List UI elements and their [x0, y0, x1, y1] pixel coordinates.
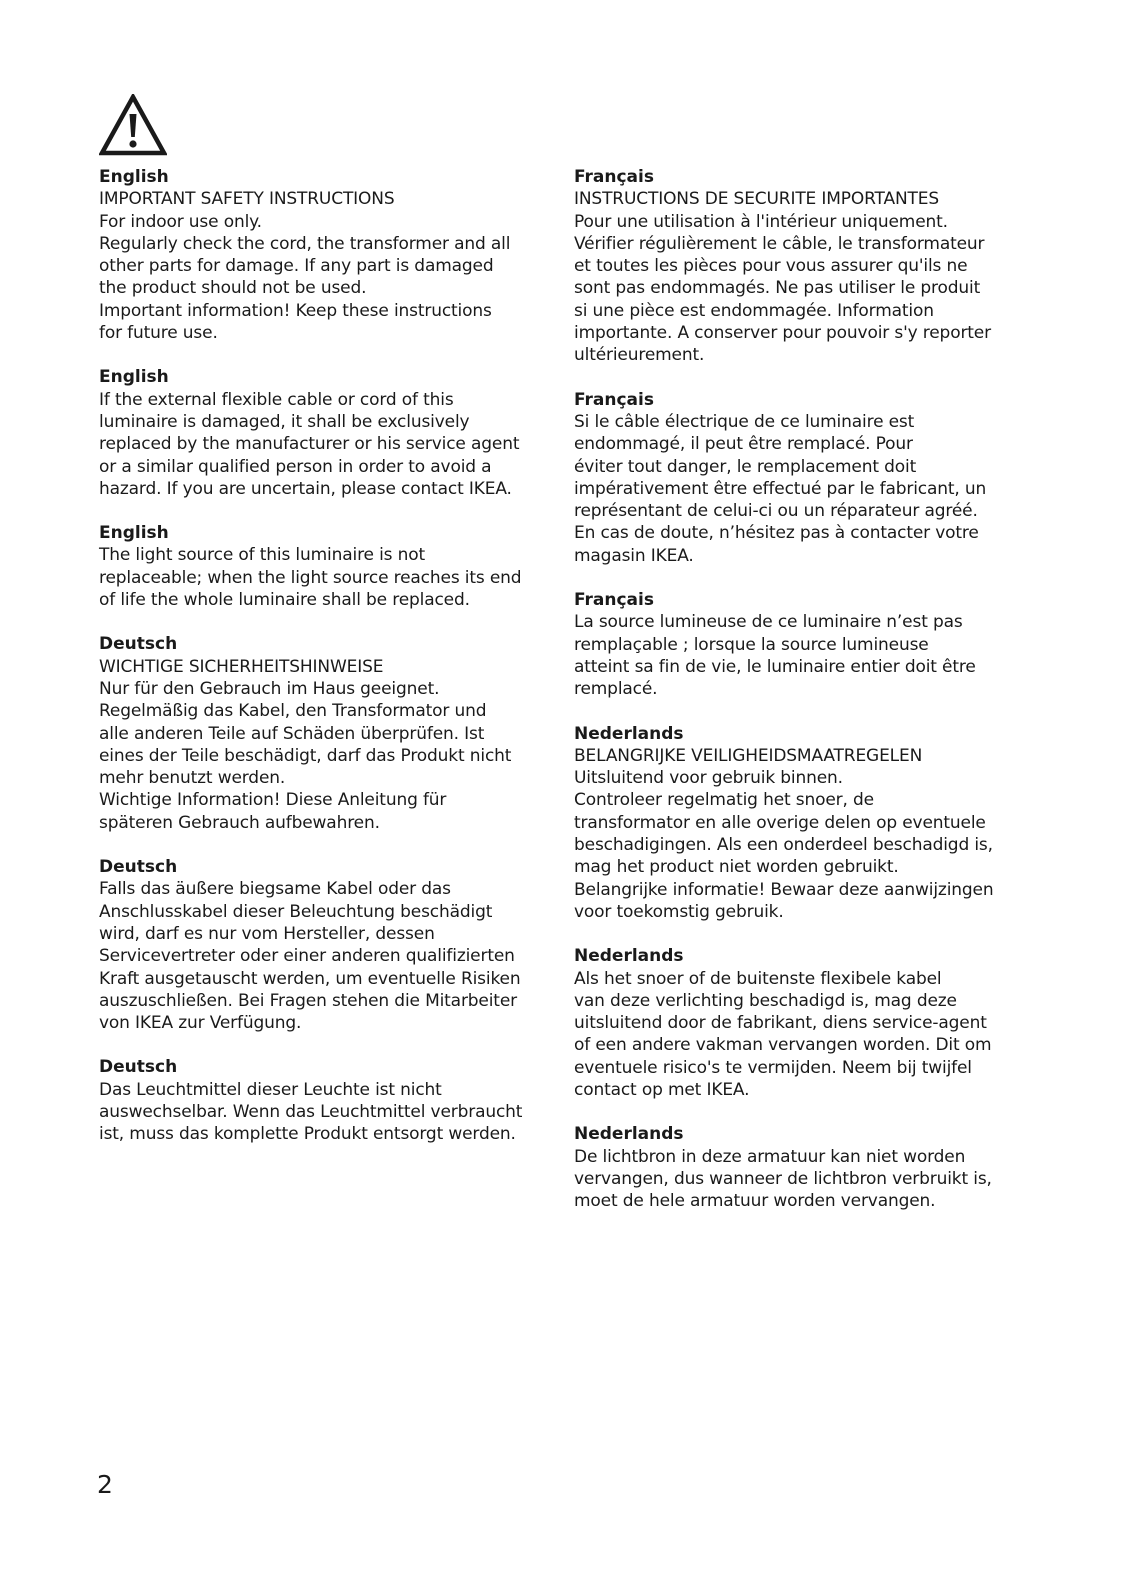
text-line: Belangrijke informatie! Bewaar deze aanwijzingen — [574, 879, 994, 900]
section-heading: English — [99, 167, 169, 187]
text-line: importante. A conserver pour pouvoir s'y reporter — [574, 323, 991, 344]
section-heading: Nederlands — [574, 946, 684, 967]
text-line: IMPORTANT SAFETY INSTRUCTIONS — [99, 189, 395, 210]
text-line: Als het snoer of de buitenste flexibele kabel — [574, 968, 942, 989]
text-line: endommagé, il peut être remplacé. Pour — [574, 434, 913, 455]
section-heading: English — [99, 367, 169, 388]
text-line: alle anderen Teile auf Schäden überprüfen. Ist — [99, 723, 485, 744]
text-line: éviter tout danger, le remplacement doit — [574, 456, 917, 477]
text-line: contact op met IKEA. — [574, 1079, 750, 1100]
text-line: Si le câble électrique de ce luminaire est — [574, 411, 915, 432]
text-line: wird, darf es nur vom Hersteller, dessen — [99, 923, 435, 944]
text-line: The light source of this luminaire is not — [99, 545, 426, 566]
text-line: For indoor use only. — [99, 211, 262, 232]
text-line: Important information! Keep these instructions — [99, 300, 492, 321]
instruction-section — [574, 945, 1024, 1101]
text-line: si une pièce est endommagée. Information — [574, 300, 934, 321]
instruction-section — [99, 522, 549, 611]
instruction-section — [99, 633, 549, 834]
text-line: If the external flexible cable or cord of this — [99, 389, 454, 410]
text-line: eines der Teile beschädigt, darf das Produkt nicht — [99, 745, 512, 766]
text-line: Vérifier régulièrement le câble, le transformateur — [574, 233, 985, 254]
text-line: of life the whole luminaire shall be replaced. — [99, 590, 470, 611]
section-heading: Deutsch — [99, 634, 178, 655]
section-heading: English — [99, 523, 169, 544]
text-line: voor toekomstig gebruik. — [574, 901, 784, 922]
section-heading: Français — [574, 167, 654, 187]
text-line: replaceable; when the light source reaches its end — [99, 567, 522, 588]
text-line: beschadigingen. Als een onderdeel beschadigd is, — [574, 835, 993, 856]
left-column — [99, 166, 549, 1168]
text-line: von IKEA zur Verfügung. — [99, 1013, 302, 1034]
text-line: other parts for damage. If any part is damaged — [99, 256, 494, 277]
text-line: Regularly check the cord, the transformer and all — [99, 233, 511, 254]
text-line: uitsluitend door de fabrikant, diens service-agent — [574, 1013, 987, 1034]
text-line: Controleer regelmatig het snoer, de — [574, 790, 874, 811]
text-line: moet de hele armatuur worden vervangen. — [574, 1191, 936, 1212]
text-line: Nur für den Gebrauch im Haus geeignet. — [99, 678, 440, 699]
text-line: the product should not be used. — [99, 278, 367, 299]
instruction-section — [99, 856, 549, 1034]
text-line: or a similar qualified person in order to avoid a — [99, 456, 492, 477]
text-line: remplacé. — [574, 679, 658, 700]
text-line: De lichtbron in deze armatuur kan niet worden — [574, 1146, 966, 1167]
text-line: BELANGRIJKE VEILIGHEIDSMAATREGELEN — [574, 745, 923, 766]
text-line: WICHTIGE SICHERHEITSHINWEISE — [99, 656, 384, 677]
text-line: Pour une utilisation à l'intérieur uniquement. — [574, 211, 948, 232]
text-line: Regelmäßig das Kabel, den Transformator und — [99, 701, 487, 722]
text-line: auszuschließen. Bei Fragen stehen die Mitarbeiter — [99, 990, 517, 1011]
text-line: mehr benutzt werden. — [99, 768, 286, 789]
text-line: Anschlusskabel dieser Beleuchtung beschädigt — [99, 901, 493, 922]
instruction-section — [99, 166, 549, 344]
text-line: ist, muss das komplette Produkt entsorgt werden. — [99, 1124, 516, 1145]
instruction-section — [574, 1123, 1024, 1212]
text-line: hazard. If you are uncertain, please contact IKEA. — [99, 478, 512, 499]
text-line: INSTRUCTIONS DE SECURITE IMPORTANTES — [574, 189, 939, 210]
text-line: sont pas endommagés. Ne pas utiliser le produit — [574, 278, 981, 299]
instruction-section — [574, 166, 1024, 367]
section-heading: Français — [574, 590, 654, 611]
text-line: auswechselbar. Wenn das Leuchtmittel verbraucht — [99, 1101, 523, 1122]
right-column — [574, 166, 1024, 1234]
instruction-section — [99, 366, 549, 500]
text-line: représentant de celui-ci ou un réparateur agréé. — [574, 501, 978, 522]
text-line: transformator en alle overige delen op eventuele — [574, 812, 986, 833]
instruction-section — [574, 589, 1024, 700]
section-heading: Nederlands — [574, 1124, 684, 1145]
section-heading: Français — [574, 389, 654, 410]
text-line: Wichtige Information! Diese Anleitung für — [99, 790, 447, 811]
instruction-section — [99, 1056, 549, 1145]
text-line: Servicevertreter oder einer anderen qualifizierten — [99, 946, 515, 967]
text-line: impérativement être effectué par le fabricant, un — [574, 478, 987, 499]
text-line: eventuele risico's te vermijden. Neem bij twijfel — [574, 1057, 972, 1078]
text-line: Uitsluitend voor gebruik binnen. — [574, 768, 843, 789]
text-line: Falls das äußere biegsame Kabel oder das — [99, 879, 451, 900]
text-line: et toutes les pièces pour vous assurer qu'ils ne — [574, 256, 968, 277]
text-line: replaced by the manufacturer or his service agent — [99, 434, 520, 455]
instruction-section — [574, 389, 1024, 567]
text-line: ultérieurement. — [574, 345, 705, 366]
text-line: atteint sa fin de vie, le luminaire entier doit être — [574, 656, 976, 677]
page-number: 2 — [97, 1470, 113, 1499]
text-line: En cas de doute, n’hésitez pas à contacter votre — [574, 523, 979, 544]
section-heading: Deutsch — [99, 1057, 178, 1078]
section-heading: Nederlands — [574, 723, 684, 744]
text-line: magasin IKEA. — [574, 545, 694, 566]
text-line: La source lumineuse de ce luminaire n’est pas — [574, 612, 963, 633]
text-line: for future use. — [99, 323, 218, 344]
text-line: späteren Gebrauch aufbewahren. — [99, 812, 380, 833]
text-line: remplaçable ; lorsque la source lumineuse — [574, 634, 929, 655]
text-line: Kraft ausgetauscht werden, um eventuelle Risiken — [99, 968, 521, 989]
text-line: luminaire is damaged, it shall be exclusively — [99, 411, 470, 432]
text-line: Das Leuchtmittel dieser Leuchte ist nicht — [99, 1079, 442, 1100]
instruction-section — [574, 723, 1024, 924]
warning-triangle-icon — [99, 94, 167, 156]
text-line: van deze verlichting beschadigd is, mag deze — [574, 990, 957, 1011]
text-line: vervangen, dus wanneer de lichtbron verbruikt is, — [574, 1168, 992, 1189]
section-heading: Deutsch — [99, 857, 178, 878]
text-line: of een andere vakman vervangen worden. Dit om — [574, 1035, 992, 1056]
text-line: mag het product niet worden gebruikt. — [574, 857, 899, 878]
